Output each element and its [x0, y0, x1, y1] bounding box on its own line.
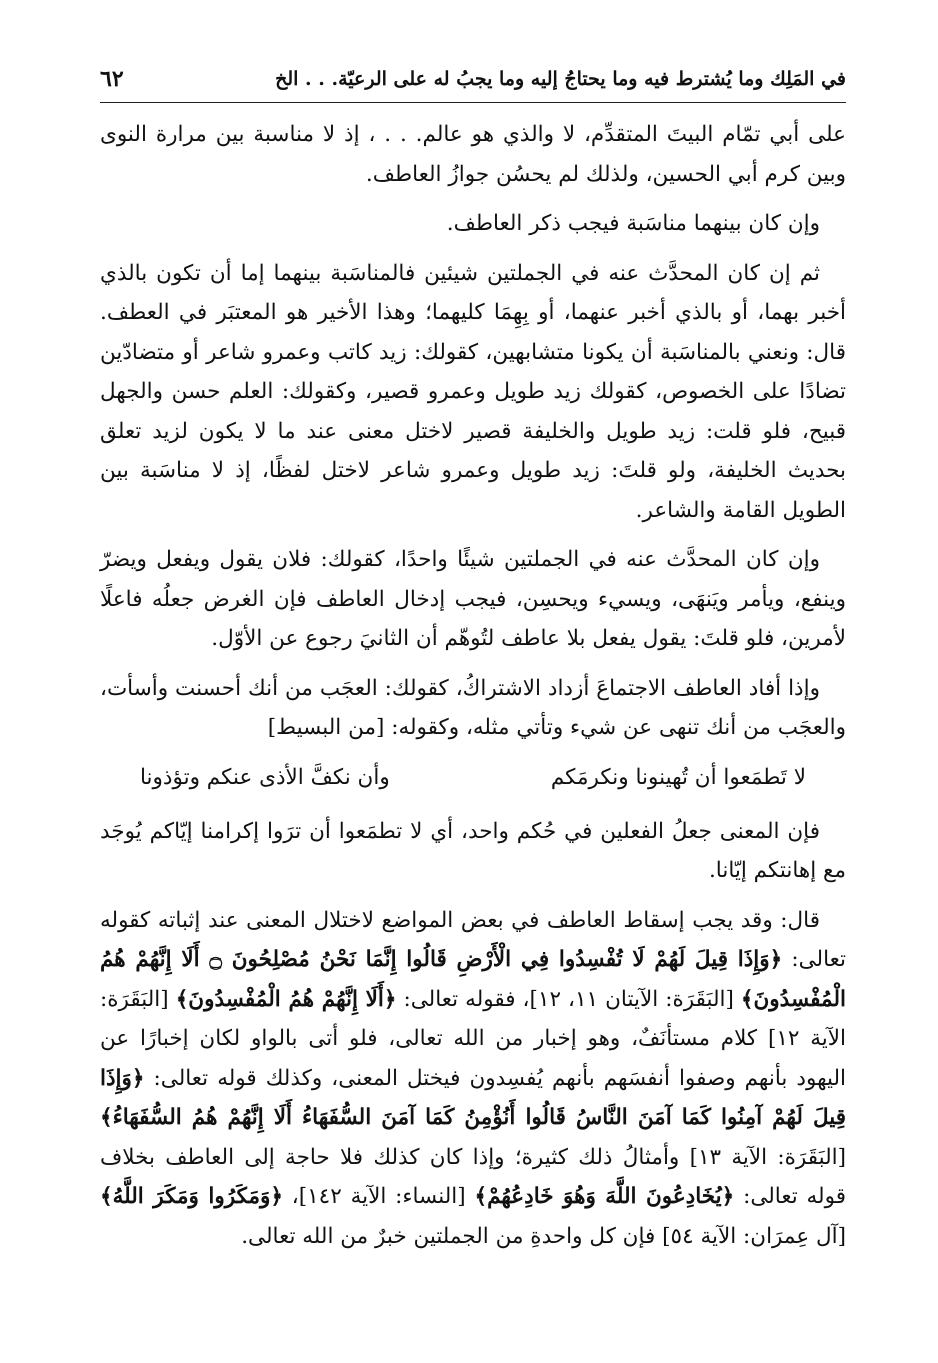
text-segment: [البَقَرَة: الآيتان ١١، ١٢]، فقوله تعالى: — [396, 986, 741, 1012]
page-body — [100, 115, 846, 1256]
page-number: ٦٢ — [100, 66, 124, 92]
paragraph: وإن كان المحدَّث عنه في الجملتين شيئًا واحدًا، كقولك: فلان يقول ويفعل ويضرّ وينفع، ويأمر ويَنهَى، ويسيء ويحسِن، فيجب إدخال العاطف فإن الغرض جعلُه فاعلًا لأمرين، فلو قلتَ: يقول يفعل بلا عاطف لتُوهّم أن الثانيَ رجوع عن الأوّل. — [100, 547, 846, 651]
quran-quote: ﴿أَلَا إِنَّهُمْ هُمُ الْمُفْسِدُونَ﴾ — [175, 986, 397, 1012]
page-header — [100, 62, 846, 103]
text-segment: [آل عِمرَان: الآية ٥٤] فإن كل واحدةِ من الجملتين خبرٌ من الله تعالى. — [241, 1223, 846, 1249]
text-segment: [النساء: الآية ١٤٢]، — [282, 1184, 475, 1209]
text-segment: [البَقَرَة: الآية ١٢] كلام مستأنَفٌ، وهو إخبار من الله تعالى، فلو أتى بالواو لكان إخبارًا عن اليهود بأنهم وصفوا أنفسَهم بأنهم يُفسِدون فيختل المعنى، وكذلك قوله تعالى: — [100, 986, 846, 1091]
text-segment: قال: وقد يجب إسقاط العاطف في بعض المواضع لاختلال المعنى عند إثباته كقوله تعالى: — [100, 907, 846, 972]
running-title: في المَلِك وما يُشترط فيه وما يحتاجُ إليه وما يجبُ له على الرعيّة. . . الخ — [275, 68, 846, 90]
quran-quote: ﴿وَمَكَرُوا وَمَكَرَ اللَّهُ﴾ — [100, 1184, 283, 1209]
quran-quote: ﴿يُخَادِعُونَ اللَّهَ وَهُوَ خَادِعُهُمْ﴾ — [474, 1184, 735, 1209]
paragraph: وإن كان بينهما مناسَبة فيجب ذكر العاطف. — [446, 211, 820, 236]
paragraph: وإذا أفاد العاطف الاجتماعَ أزداد الاشتراكُ، كقولك: العجَب من أنك أحسنت وأسأت، والعجَب من أنك تنهى عن شيء وتأتي مثله، وكقوله: [من البسيط] — [100, 675, 846, 740]
verse-first-hemistich: لا تَطمَعوا أن تُهينونا ونكرمَكم — [550, 764, 806, 790]
poetry-verse — [140, 758, 806, 798]
paragraph: ثم إن كان المحدَّث عنه في الجملتين شيئين فالمناسَبة بينهما إما أن تكون بالذي أخبر بهما، أو بالذي أخبر عنهما، أو بِهِمَا كليهما؛ وهذا الأخير هو المعتبَر في العطف. قال: ونعني بالمناسَبة أن يكونا متشابهين، كقولك: زيد كاتب وعمرو شاعر أو متضادّين تضادًا على الخصوص، كقولك زيد طويل وعمرو قصير، وكقولك: العلم حسن والجهل قبيح، فلو قلت: زيد طويل والخليفة قصير لاختل معنى عند ما لا يكون لزيد تعلق بحديث الخليفة، ولو قلتَ: زيد طويل وعمرو شاعر لاختل لفظًا، إذ لا مناسَبة بين الطويل القامة والشاعر. — [100, 260, 846, 523]
paragraph: على أبي تمّام البيتَ المتقدِّم، لا والذي هو عالم. . . ، إذ لا مناسبة بين مرارة النوى وبين كرم أبي الحسين، ولذلك لم يحسُن جوازُ العاطف. — [100, 122, 846, 187]
paragraph: فإن المعنى جعلُ الفعلين في حُكم واحد، أي لا تطمَعوا أن ترَوا إكرامنا إيّاكم يُوجَد مع إهانتكم إيّانا. — [100, 818, 846, 883]
quran-quote: ﴿وَإِذَا قِيلَ لَهُمْ آمِنُوا كَمَا آمَنَ النَّاسُ قَالُوا أَنُؤْمِنُ كَمَا آمَنَ السُّفَهَاءُ أَلَا إِنَّهُمْ هُمُ السُّفَهَاءُ﴾ — [100, 1065, 846, 1130]
paragraph-with-quran — [100, 901, 846, 1257]
text-segment: [البَقَرَة: الآية ١٣] وأمثالُ ذلك كثيرة؛ وإذا كان كذلك فلا حاجة إلى العاطف بخلاف قوله تعالى: — [100, 1144, 847, 1209]
quran-quote: ﴿وَإِذَا قِيلَ لَهُمْ لَا تُفْسِدُوا فِي الْأَرْضِ قَالُوا إِنَّمَا نَحْنُ مُصْلِحُونَ ۝ أَلَا إِنَّهُمْ هُمُ الْمُفْسِدُونَ﴾ — [100, 947, 846, 1012]
verse-second-hemistich: وأن نكفَّ الأذى عنكم وتؤذونا — [140, 764, 390, 790]
book-page — [100, 62, 846, 1332]
